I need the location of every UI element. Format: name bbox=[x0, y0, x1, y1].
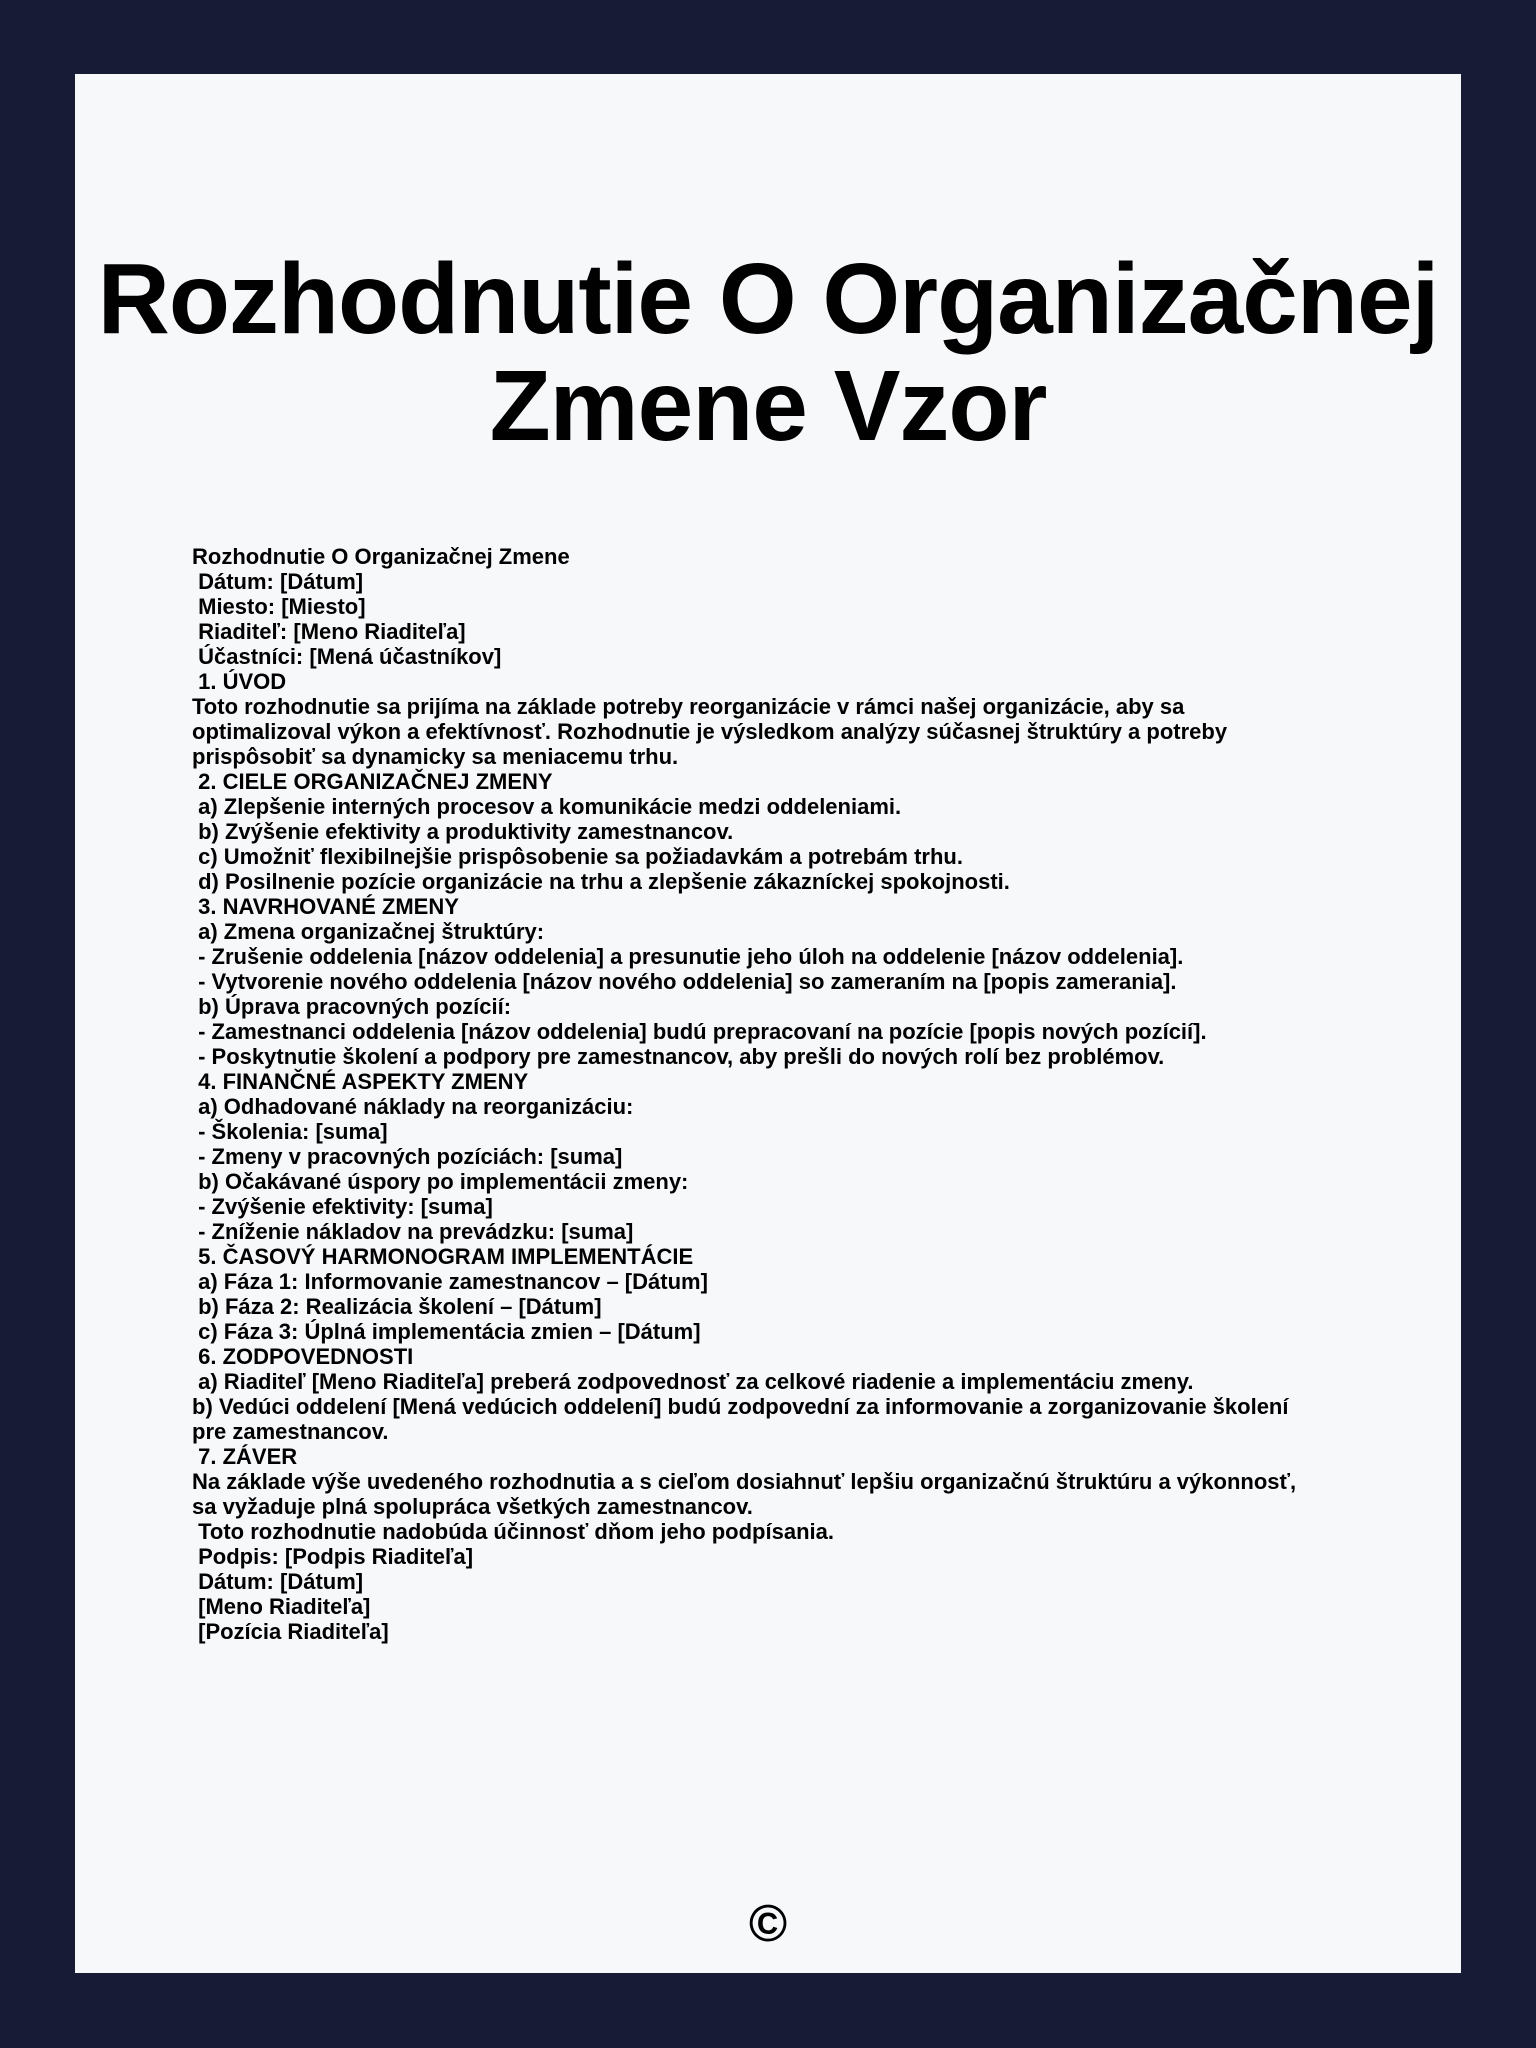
page-title bbox=[75, 243, 1461, 462]
document-line: - Školenia: [suma] bbox=[192, 1119, 388, 1144]
document-line: a) Fáza 1: Informovanie zamestnancov – [Dátum] bbox=[192, 1269, 708, 1294]
document-line: c) Fáza 3: Úplná implementácia zmien – [Dátum] bbox=[192, 1319, 701, 1344]
document-page bbox=[75, 74, 1461, 1973]
document-line: Toto rozhodnutie sa prijíma na základe potreby reorganizácie v rámci našej organizácie, aby sa bbox=[192, 694, 1185, 719]
document-line: - Zamestnanci oddelenia [názov oddelenia] budú prepracovaní na pozície [popis nových pozícií]. bbox=[192, 1019, 1207, 1044]
document-line: a) Odhadované náklady na reorganizáciu: bbox=[192, 1094, 634, 1119]
document-line: 7. ZÁVER bbox=[192, 1444, 298, 1469]
document-line: Na základe výše uvedeného rozhodnutia a s cieľom dosiahnuť lepšiu organizačnú štruktúru a výkonnosť, bbox=[192, 1469, 1297, 1494]
document-line: - Zníženie nákladov na prevádzku: [suma] bbox=[192, 1219, 634, 1244]
document-line: - Zmeny v pracovných pozíciách: [suma] bbox=[192, 1144, 623, 1169]
document-line: 6. ZODPOVEDNOSTI bbox=[192, 1344, 414, 1369]
document-line: Účastníci: [Mená účastníkov] bbox=[192, 644, 502, 669]
document-line: optimalizoval výkon a efektívnosť. Rozhodnutie je výsledkom analýzy súčasnej štruktúry a potreby bbox=[192, 719, 1228, 744]
document-line: b) Fáza 2: Realizácia školení – [Dátum] bbox=[192, 1294, 602, 1319]
document-line: - Zrušenie oddelenia [názov oddelenia] a presunutie jeho úloh na oddelenie [názov oddelenia]. bbox=[192, 944, 1184, 969]
document-line: prispôsobiť sa dynamicky sa meniacemu trhu. bbox=[192, 744, 679, 769]
document-line: a) Riaditeľ [Meno Riaditeľa] preberá zodpovednosť za celkové riadenie a implementáciu zmeny. bbox=[192, 1369, 1194, 1394]
document-line: Rozhodnutie O Organizačnej Zmene bbox=[192, 544, 570, 569]
document-line: b) Zvýšenie efektivity a produktivity zamestnancov. bbox=[192, 819, 734, 844]
document-line: [Meno Riaditeľa] bbox=[192, 1594, 371, 1619]
document-line: Riaditeľ: [Meno Riaditeľa] bbox=[192, 619, 466, 644]
copyright-symbol: © bbox=[748, 1895, 788, 1953]
document-line: [Pozícia Riaditeľa] bbox=[192, 1619, 389, 1644]
document-line: pre zamestnancov. bbox=[192, 1419, 389, 1444]
document-line: 3. NAVRHOVANÉ ZMENY bbox=[192, 894, 459, 919]
document-line: 1. ÚVOD bbox=[192, 669, 287, 694]
page-title-line-1: Rozhodnutie O Organizačnej bbox=[97, 243, 1439, 355]
document-line: b) Úprava pracovných pozícií: bbox=[192, 994, 512, 1019]
document-line: - Zvýšenie efektivity: [suma] bbox=[192, 1194, 493, 1219]
document-line: b) Očakávané úspory po implementácii zmeny: bbox=[192, 1169, 689, 1194]
document-line: d) Posilnenie pozície organizácie na trhu a zlepšenie zákazníckej spokojnosti. bbox=[192, 869, 1010, 894]
document-line: - Poskytnutie školení a podpory pre zamestnancov, aby prešli do nových rolí bez problémov. bbox=[192, 1044, 1165, 1069]
document-line: 2. CIELE ORGANIZAČNEJ ZMENY bbox=[192, 769, 553, 794]
document-line: c) Umožniť flexibilnejšie prispôsobenie sa požiadavkám a potrebám trhu. bbox=[192, 844, 963, 869]
document-line: - Vytvorenie nového oddelenia [názov nového oddelenia] so zameraním na [popis zamerania]. bbox=[192, 969, 1177, 994]
document-line: Toto rozhodnutie nadobúda účinnosť dňom jeho podpísania. bbox=[192, 1519, 834, 1544]
document-line: a) Zlepšenie interných procesov a komunikácie medzi oddeleniami. bbox=[192, 794, 902, 819]
document-line: 4. FINANČNÉ ASPEKTY ZMENY bbox=[192, 1069, 529, 1094]
document-line: b) Vedúci oddelení [Mená vedúcich oddelení] budú zodpovední za informovanie a zorganizovanie školení bbox=[192, 1394, 1289, 1419]
document-line: Podpis: [Podpis Riaditeľa] bbox=[192, 1544, 474, 1569]
document-line: 5. ČASOVÝ HARMONOGRAM IMPLEMENTÁCIE bbox=[192, 1244, 694, 1269]
document-line: Dátum: [Dátum] bbox=[192, 1569, 364, 1594]
document-line: Dátum: [Dátum] bbox=[192, 569, 364, 594]
document-line: Miesto: [Miesto] bbox=[192, 594, 366, 619]
page-title-line-2: Zmene Vzor bbox=[489, 350, 1047, 462]
document-line: sa vyžaduje plná spolupráca všetkých zamestnancov. bbox=[192, 1494, 753, 1519]
document-line: a) Zmena organizačnej štruktúry: bbox=[192, 919, 545, 944]
document-body bbox=[75, 544, 1461, 1644]
